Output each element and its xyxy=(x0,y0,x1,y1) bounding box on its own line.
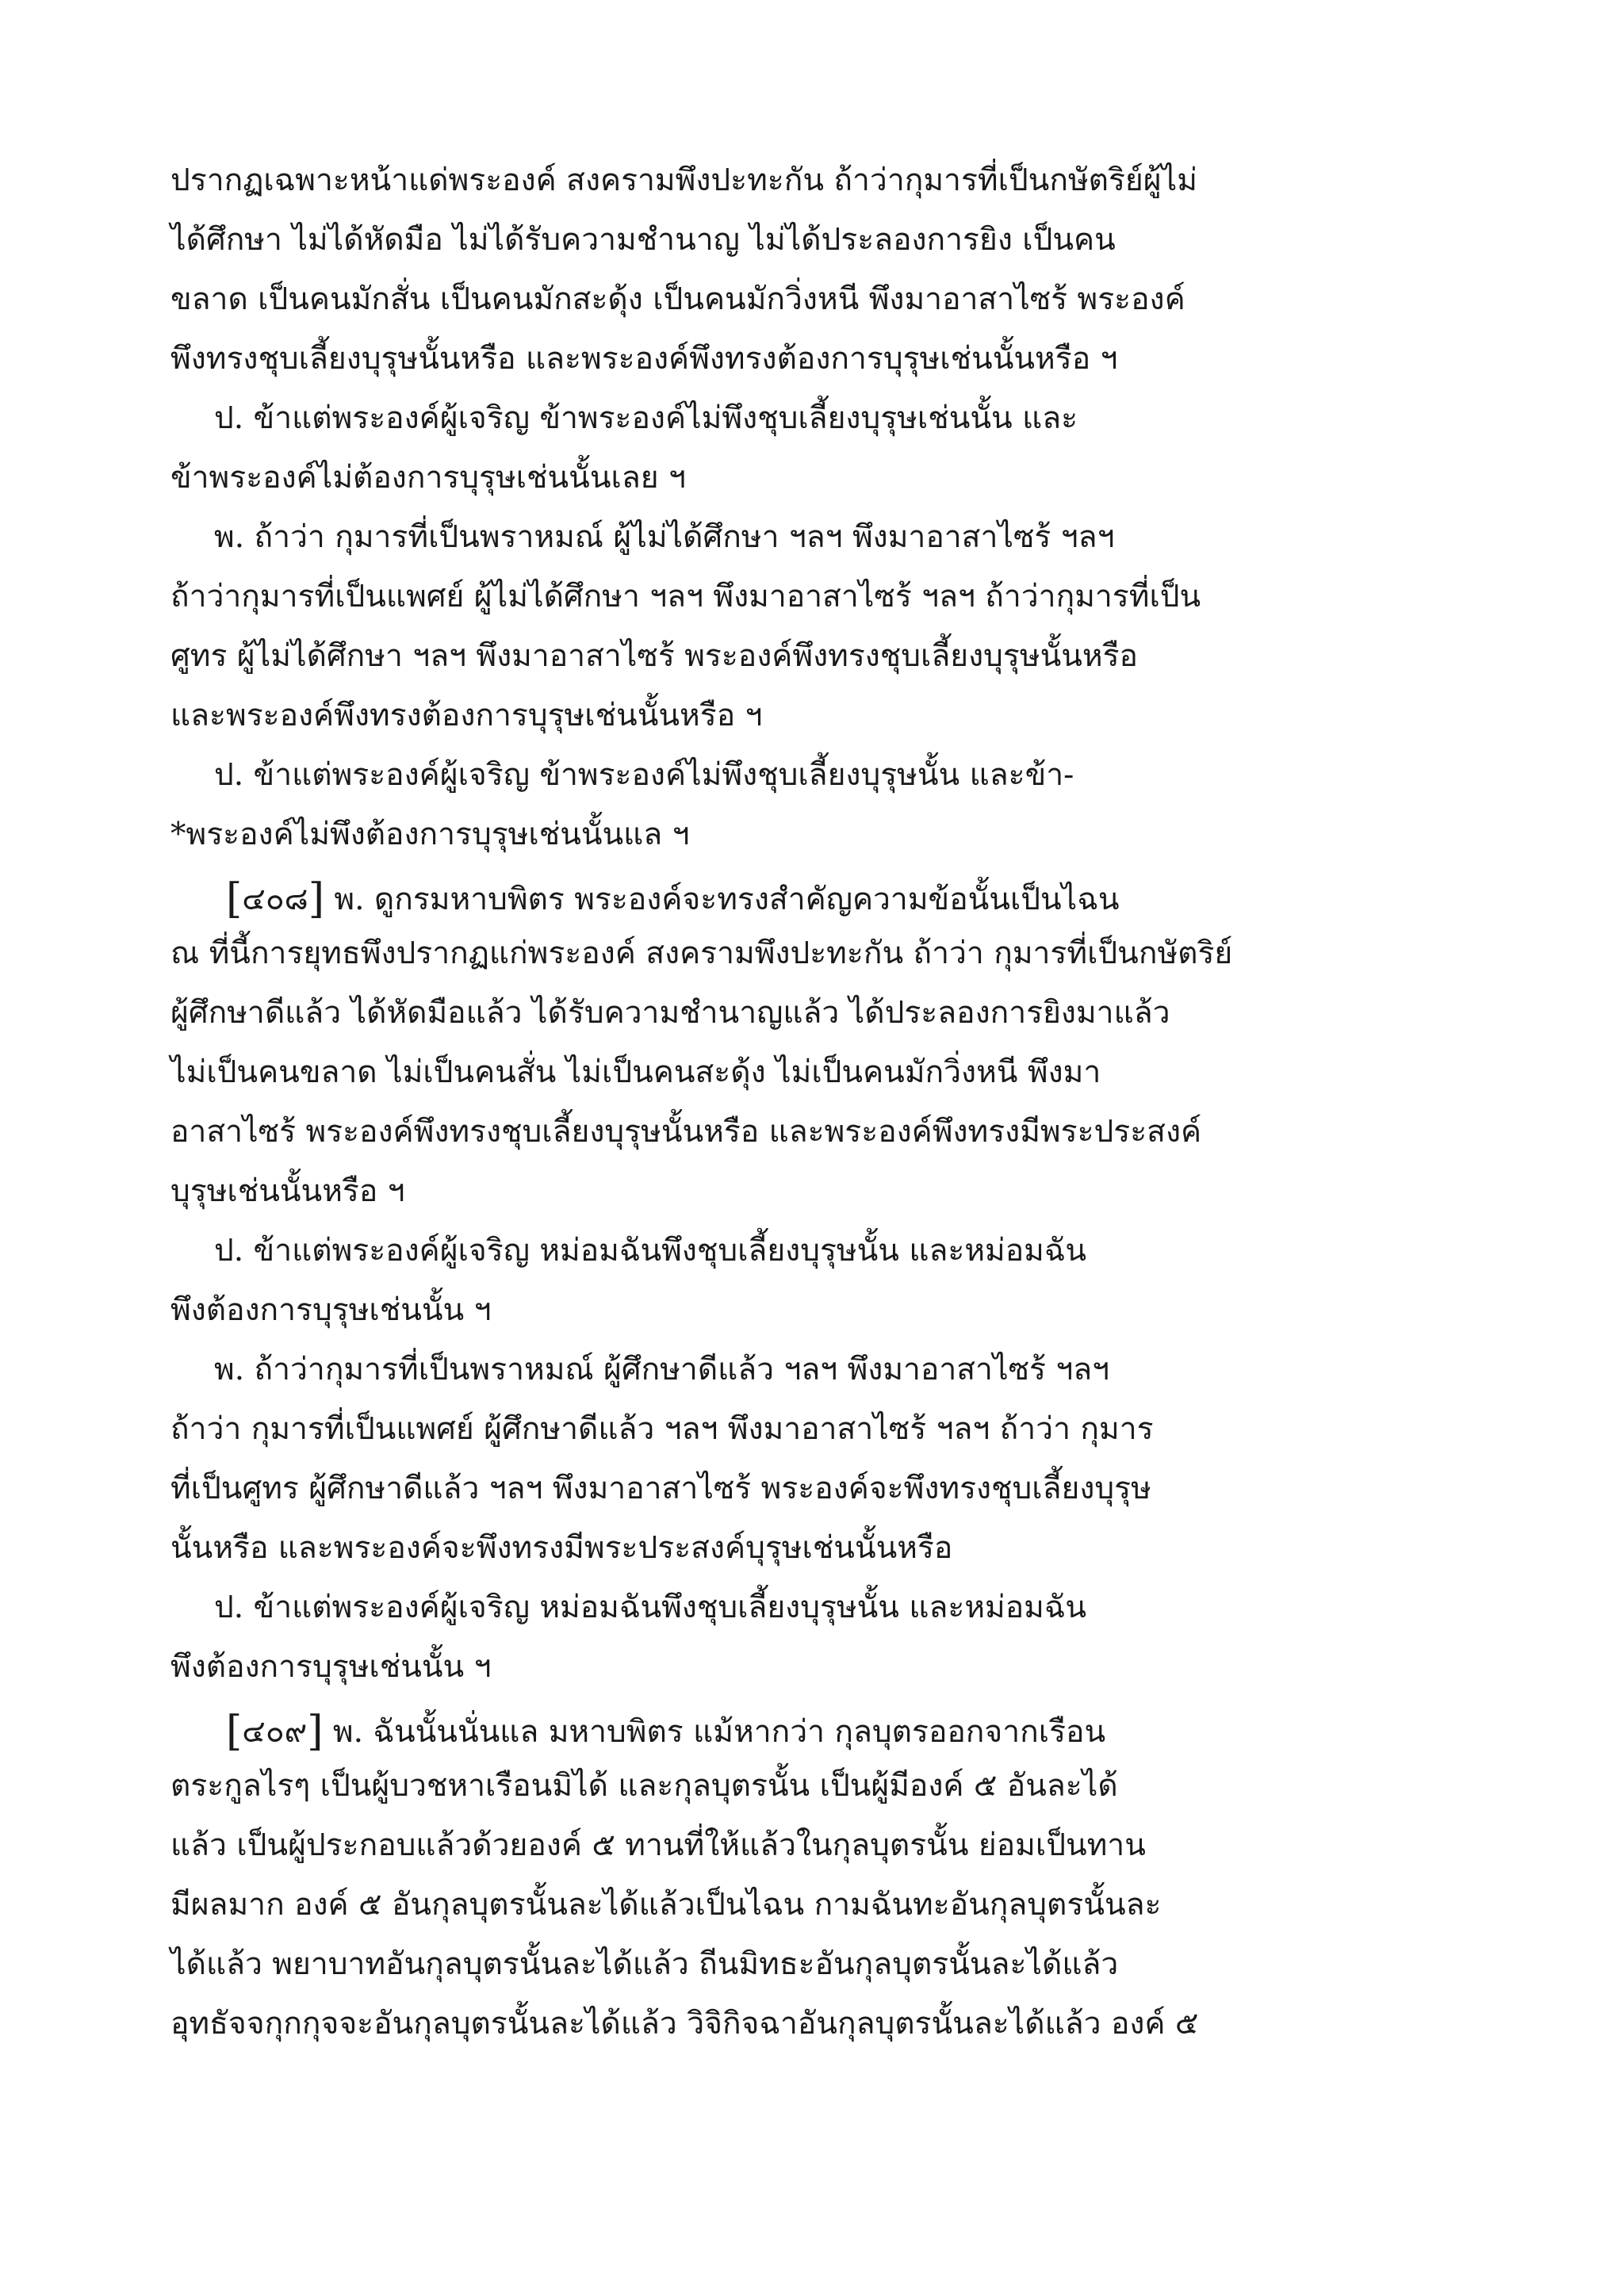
text-line: พึงต้องการบุรุษเช่นนั้น ฯ xyxy=(170,1292,492,1328)
section-number: ๔๐๘ xyxy=(242,882,308,917)
text-line: พ. ถ้าว่า กุมารที่เป็นพราหมณ์ ผู้ไม่ได้ศึกษา ฯลฯ พึงมาอาสาไซร้ ฯลฯ xyxy=(214,519,1115,555)
section-number: ๔๐๙ xyxy=(242,1714,308,1750)
text-line: ณ ที่นี้การยุทธพึงปรากฏแก่พระองค์ สงครามพึงปะทะกัน ถ้าว่า กุมารที่เป็นกษัตริย์ xyxy=(170,936,1233,971)
text-line: พ. ฉันนั้นนั่นแล มหาบพิตร แม้หากว่า กุลบุตรออกจากเรือน xyxy=(332,1714,1106,1750)
text-line: ถ้าว่า กุมารที่เป็นแพศย์ ผู้ศึกษาดีแล้ว ฯลฯ พึงมาอาสาไซร้ ฯลฯ ถ้าว่า กุมาร xyxy=(170,1411,1154,1447)
text-line: ป. ข้าแต่พระองค์ผู้เจริญ ข้าพระองค์ไม่พึงชุบเลี้ยงบุรุษเช่นนั้น และ xyxy=(214,400,1078,436)
text-line: ป. ข้าแต่พระองค์ผู้เจริญ หม่อมฉันพึงชุบเลี้ยงบุรุษนั้น และหม่อมฉัน xyxy=(214,1233,1087,1269)
text-line: ศูทร ผู้ไม่ได้ศึกษา ฯลฯ พึงมาอาสาไซร้ พระองค์พึงทรงชุบเลี้ยงบุรุษนั้นหรือ xyxy=(170,638,1138,674)
text-line: *พระองค์ไม่พึงต้องการบุรุษเช่นนั้นแล ฯ xyxy=(170,817,690,852)
text-line: ปรากฏเฉพาะหน้าแด่พระองค์ สงครามพึงปะทะกัน ถ้าว่ากุมารที่เป็นกษัตริย์ผู้ไม่ xyxy=(170,163,1197,198)
text-line: ขลาด เป็นคนมักสั่น เป็นคนมักสะดุ้ง เป็นคนมักวิ่งหนี พึงมาอาสาไซร้ พระองค์ xyxy=(170,281,1185,317)
text-line: นั้นหรือ และพระองค์จะพึงทรงมีพระประสงค์บุรุษเช่นนั้นหรือ xyxy=(170,1530,953,1566)
text-line: ได้แล้ว พยาบาทอันกุลบุตรนั้นละได้แล้ว ถีนมิทธะอันกุลบุตรนั้นละได้แล้ว xyxy=(170,1946,1119,1982)
text-line: และพระองค์พึงทรงต้องการบุรุษเช่นนั้นหรือ ฯ xyxy=(170,698,763,733)
text-line: แล้ว เป็นผู้ประกอบแล้วด้วยองค์ ๕ ทานที่ให้แล้วในกุลบุตรนั้น ย่อมเป็นทาน xyxy=(170,1827,1146,1863)
text-line: พึงต้องการบุรุษเช่นนั้น ฯ xyxy=(170,1649,492,1685)
section-heading-line: [๔๐๘] พ. ดูกรมหาบพิตร พระองค์จะทรงสำคัญความข้อนั้นเป็นไฉน xyxy=(226,875,1120,923)
text-line: บุรุษเช่นนั้นหรือ ฯ xyxy=(170,1173,405,1209)
text-line: ถ้าว่ากุมารที่เป็นแพศย์ ผู้ไม่ได้ศึกษา ฯลฯ พึงมาอาสาไซร้ ฯลฯ ถ้าว่ากุมารที่เป็น xyxy=(170,579,1201,614)
text-line: ได้ศึกษา ไม่ได้หัดมือ ไม่ได้รับความชำนาญ ไม่ได้ประลองการยิง เป็นคน xyxy=(170,222,1116,258)
text-line: ผู้ศึกษาดีแล้ว ได้หัดมือแล้ว ได้รับความชำนาญแล้ว ได้ประลองการยิงมาแล้ว xyxy=(170,995,1170,1031)
text-line: พ. ถ้าว่ากุมารที่เป็นพราหมณ์ ผู้ศึกษาดีแล้ว ฯลฯ พึงมาอาสาไซร้ ฯลฯ xyxy=(214,1352,1110,1387)
text-line: อุทธัจจกุกกุจจะอันกุลบุตรนั้นละได้แล้ว วิจิกิจฉาอันกุลบุตรนั้นละได้แล้ว องค์ ๕ xyxy=(170,2006,1199,2042)
text-line: ที่เป็นศูทร ผู้ศึกษาดีแล้ว ฯลฯ พึงมาอาสาไซร้ พระองค์จะพึงทรงชุบเลี้ยงบุรุษ xyxy=(170,1471,1151,1506)
text-line: ป. ข้าแต่พระองค์ผู้เจริญ ข้าพระองค์ไม่พึงชุบเลี้ยงบุรุษนั้น และข้า- xyxy=(214,757,1074,793)
section-heading-line: [๔๐๙] พ. ฉันนั้นนั่นแล มหาบพิตร แม้หากว่า กุลบุตรออกจากเรือน xyxy=(226,1708,1106,1755)
text-line: ไม่เป็นคนขลาด ไม่เป็นคนสั่น ไม่เป็นคนสะดุ้ง ไม่เป็นคนมักวิ่งหนี พึงมา xyxy=(170,1054,1101,1090)
text-line: อาสาไซร้ พระองค์พึงทรงชุบเลี้ยงบุรุษนั้นหรือ และพระองค์พึงทรงมีพระประสงค์ xyxy=(170,1114,1202,1150)
text-line: พึงทรงชุบเลี้ยงบุรุษนั้นหรือ และพระองค์พึงทรงต้องการบุรุษเช่นนั้นหรือ ฯ xyxy=(170,341,1118,377)
text-line: พ. ดูกรมหาบพิตร พระองค์จะทรงสำคัญความข้อนั้นเป็นไฉน xyxy=(334,882,1120,917)
text-line: มีผลมาก องค์ ๕ อันกุลบุตรนั้นละได้แล้วเป็นไฉน กามฉันทะอันกุลบุตรนั้นละ xyxy=(170,1887,1162,1923)
text-line: ข้าพระองค์ไม่ต้องการบุรุษเช่นนั้นเลย ฯ xyxy=(170,460,686,496)
text-line: ตระกูลไรๆ เป็นผู้บวชหาเรือนมิได้ และกุลบุตรนั้น เป็นผู้มีองค์ ๕ อันละได้ xyxy=(170,1768,1118,1804)
text-line: ป. ข้าแต่พระองค์ผู้เจริญ หม่อมฉันพึงชุบเลี้ยงบุรุษนั้น และหม่อมฉัน xyxy=(214,1590,1087,1625)
